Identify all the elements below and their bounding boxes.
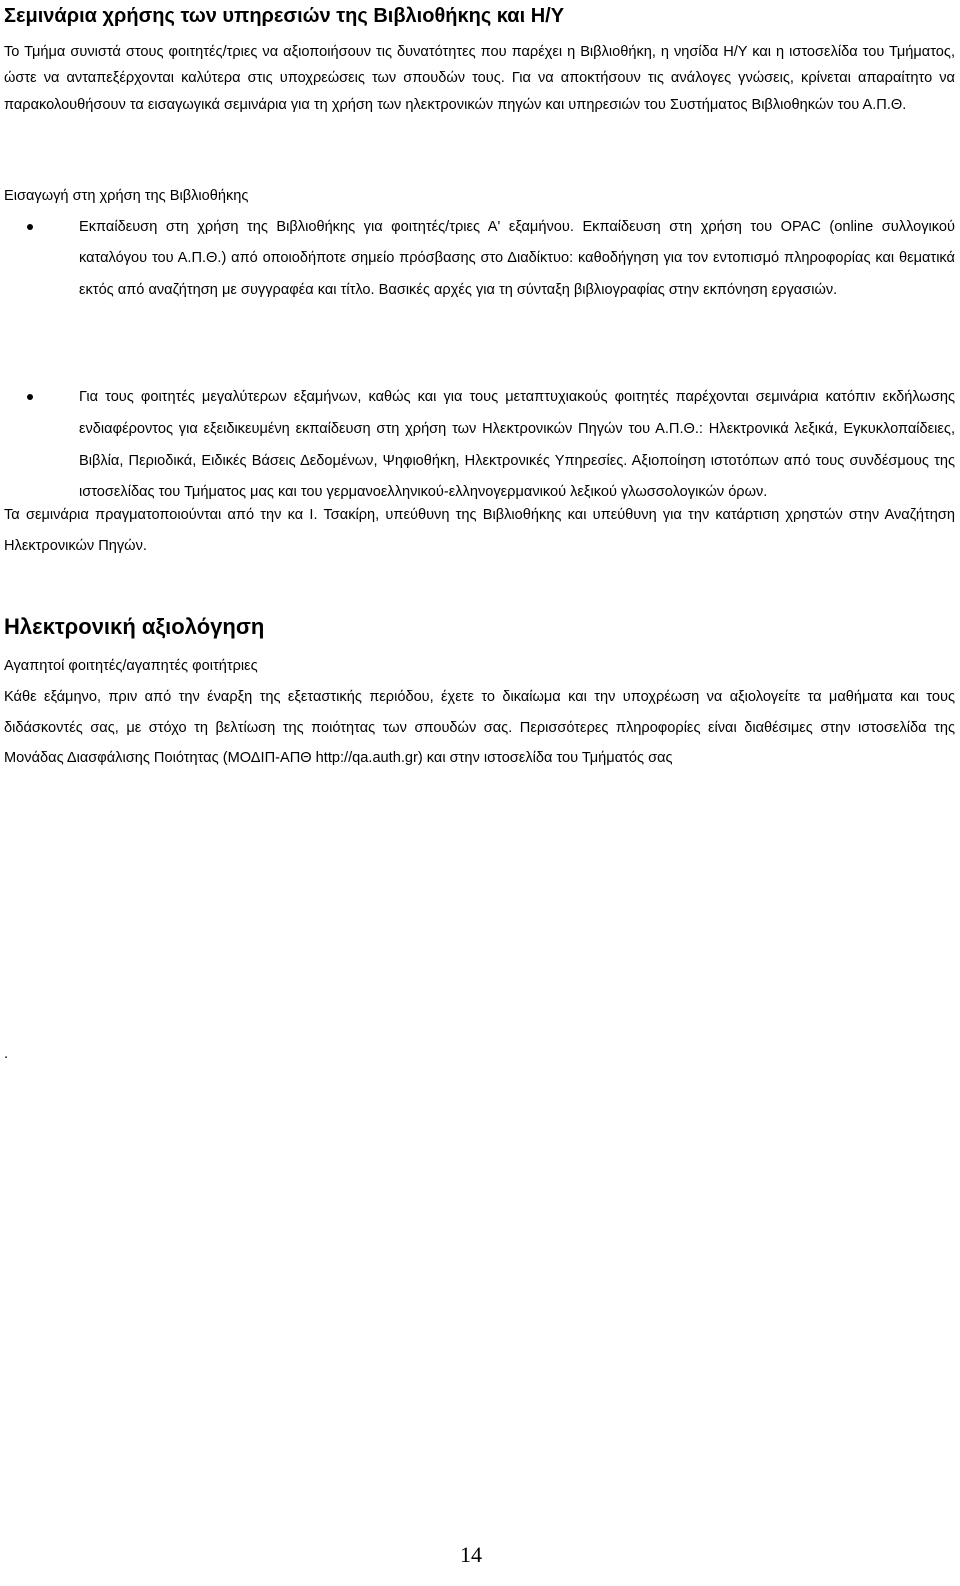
- list-item-text: Εκπαίδευση στη χρήση της Βιβλιοθήκης για φοιτητές/τριες Α' εξαμήνου. Εκπαίδευση στη χρήση του OPAC (online συλλογικού καταλόγου του Α.Π.Θ.) από οποιοδήποτε σημείο πρόσβασης στο Διαδίκτυο: καθοδήγηση για τον εντοπισμό πληροφορίας και θεματικά εκτός από αναζήτηση με συγγραφέα και τίτλο. Βασικές αρχές για τη σύνταξη βιβλιογραφίας στην εκπόνηση εργασιών.: [79, 219, 955, 298]
- list-item: [79, 212, 955, 306]
- list-item: [79, 382, 955, 509]
- page-title: Σεμινάρια χρήσης των υπηρεσιών της Βιβλιοθήκης και Η/Υ: [4, 5, 565, 27]
- bullet-icon: [27, 224, 33, 230]
- page-number: 14: [460, 1542, 482, 1567]
- bullet-icon: [27, 394, 33, 400]
- evaluation-greeting: Αγαπητοί φοιτητές/αγαπητές φοιτήτριες: [4, 658, 258, 674]
- stray-period: .: [4, 1045, 9, 1062]
- list-item-text: Για τους φοιτητές μεγαλύτερων εξαμήνων, καθώς και για τους μεταπτυχιακούς φοιτητές παρέχονται σεμινάρια κατόπιν εκδήλωσης ενδιαφέροντος για εξειδικευμένη εκπαίδευση στη χρήση των Ηλεκτρονικών Πηγών του Α.Π.Θ.: Ηλεκτρονικά λεξικά, Εγκυκλοπαίδειες, Βιβλία, Περιοδικά, Ειδικές Βάσεις Δεδομένων, Ψηφιοθήκη, Ηλεκτρονικές Υπηρεσίες. Αξιοποίηση ιστοτόπων από τους συνδέσμους της ιστοσελίδας του Τμήματος μας και του γερμανοελληνικού-ελληνογερμανικού λεξικού γλωσσολογικών όρων.: [79, 389, 955, 501]
- evaluation-paragraph: Κάθε εξάμηνο, πριν από την έναρξη της εξεταστικής περιόδου, έχετε το δικαίωμα και την υποχρέωση να αξιολογείτε τα μαθήματα και τους διδάσκοντές σας, με στόχο τη βελτίωση της ποιότητας των σπουδών σας. Περισσότερες πληροφορίες είναι διαθέσιμες στην ιστοσελίδα της Μονάδας Διασφάλισης Ποιότητας (ΜΟΔΙΠ-ΑΠΘ http://qa.auth.gr) και στην ιστοσελίδα του Τμήματός σας: [4, 689, 955, 766]
- evaluation-heading: Ηλεκτρονική αξιολόγηση: [4, 614, 265, 639]
- library-intro-title: Εισαγωγή στη χρήση της Βιβλιοθήκης: [4, 188, 249, 204]
- seminars-note-paragraph: Τα σεμινάρια πραγματοποιούνται από την κα Ι. Τσακίρη, υπεύθυνη της Βιβλιοθήκης και υπεύθυνη για την κατάρτιση χρηστών στην Αναζήτηση Ηλεκτρονικών Πηγών.: [4, 507, 955, 554]
- intro-paragraph: Το Τμήμα συνιστά στους φοιτητές/τριες να αξιοποιήσουν τις δυνατότητες που παρέχει η Βιβλιοθήκη, η νησίδα Η/Υ και η ιστοσελίδα του Τμήματος, ώστε να ανταπεξέρχονται καλύτερα στις υποχρεώσεις των σπουδών τους. Για να αποκτήσουν τις ανάλογες γνώσεις, κρίνεται απαραίτητο να παρακολουθήσουν τα εισαγωγικά σεμινάρια για τη χρήση των ηλεκτρονικών πηγών και υπηρεσιών του Συστήματος Βιβλιοθηκών του Α.Π.Θ.: [4, 44, 955, 113]
